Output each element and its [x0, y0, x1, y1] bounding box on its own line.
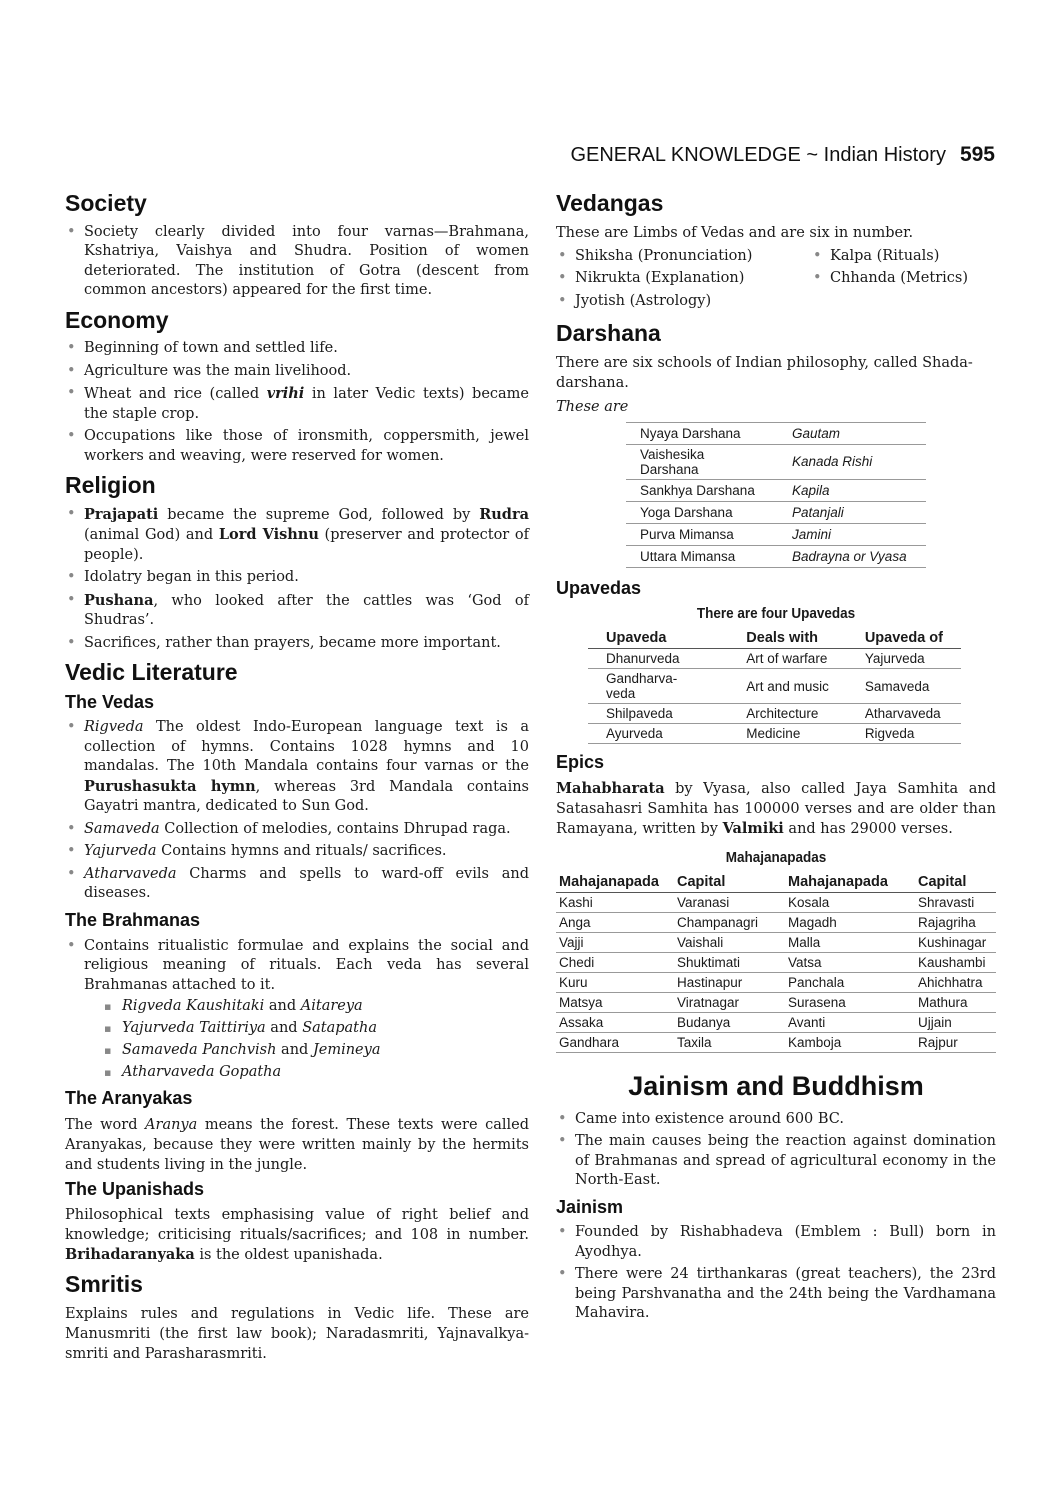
table-cell: Kanada Rishi — [778, 444, 926, 479]
darshana-intro: There are six schools of Indian philosophy, called Shada-darshana. — [556, 354, 973, 391]
term: Aranya — [145, 1116, 198, 1133]
upanishads-heading: The Upanishads — [65, 1178, 205, 1199]
table-cell: Architecture — [728, 704, 847, 724]
table-row — [588, 724, 961, 744]
table-cell: Purva Mimansa — [626, 523, 778, 545]
table-row — [556, 912, 996, 932]
text: The oldest Indo-European language text is a collection of hymns. Contains 1028 hymns and 10 mandalas. The 10th Mandala contains four varnas or the — [84, 719, 529, 775]
table-cell: Kamboja — [785, 1032, 915, 1052]
epics-heading: Epics — [556, 752, 605, 773]
table-row — [556, 952, 996, 972]
list-item: • Society clearly divided into four varnas—Brahmana, Kshatriya, Vaishya and Shudra. Position of women deteriorated. The institution of Gotra (descent from common ancestors) appeared for the first time. — [65, 223, 529, 301]
term: Valmiki — [722, 819, 784, 837]
vedas-list — [65, 718, 529, 904]
table-cell: Dhanurveda — [588, 649, 728, 669]
table-row — [588, 704, 961, 724]
text: Collection of melodies, contains Dhrupad raga. — [159, 820, 511, 837]
list-item — [65, 937, 529, 1083]
table-row — [626, 523, 926, 545]
table-cell: Avanti — [785, 1012, 915, 1032]
list-item — [65, 718, 529, 817]
vedic-literature-section — [65, 659, 529, 1265]
table-cell: Medicine — [728, 724, 847, 744]
table-cell: Kaushambi — [915, 952, 996, 972]
table-cell: Kosala — [785, 892, 915, 912]
list-item — [65, 842, 529, 862]
right-column — [556, 190, 996, 1330]
table-cell: Chedi — [556, 952, 674, 972]
term: Mahabharata — [556, 779, 665, 797]
table-cell: Atharvaveda — [847, 704, 961, 724]
upavedas-table — [588, 628, 961, 744]
text: and has 29000 verses. — [783, 820, 953, 837]
table-cell: Jamini — [778, 523, 926, 545]
term: Purushasukta hymn — [84, 777, 256, 795]
table-header-row — [556, 872, 996, 893]
table-cell: Shravasti — [915, 892, 996, 912]
list-item: • Came into existence around 600 BC. — [556, 1110, 996, 1130]
table-header-row — [588, 628, 961, 649]
table-row — [588, 649, 961, 669]
text: Yajurveda Taittiriya — [122, 1020, 266, 1037]
economy-heading: Economy — [65, 306, 169, 333]
table-cell: Rajpur — [915, 1032, 996, 1052]
vedangas-section — [556, 190, 996, 314]
sub-list-item — [103, 1019, 529, 1038]
table-cell: Gandhara — [556, 1032, 674, 1052]
table-cell: Ahichhatra — [915, 972, 996, 992]
list-item: • Shiksha (Pronunciation) — [556, 247, 811, 267]
upavedas-section — [556, 578, 996, 745]
column-header: Upaveda of — [847, 628, 961, 649]
jainism-buddhism-section — [556, 1071, 996, 1324]
text: Samaveda Panchvish — [122, 1042, 277, 1059]
column-header: Mahajanapada — [556, 872, 674, 893]
aranyakas-text — [65, 1115, 529, 1175]
text: Jemineya — [312, 1042, 381, 1059]
darshana-section — [556, 320, 996, 568]
table-cell: Sankhya Darshana — [626, 479, 778, 501]
list-item: • Founded by Rishabhadeva (Emblem : Bull) born in Ayodhya. — [556, 1223, 996, 1262]
table-cell: Kapila — [778, 479, 926, 501]
list-item: • Agriculture was the main livelihood. — [65, 362, 529, 382]
text: Charms and spells to ward-off evils and diseases. — [84, 865, 529, 902]
economy-list — [65, 339, 529, 466]
table-cell: Art of warfare — [728, 649, 847, 669]
upavedas-heading: Upavedas — [556, 577, 642, 598]
mahajanapadas-table — [556, 872, 996, 1053]
jainism-list — [556, 1223, 996, 1324]
list-item: • Occupations like those of ironsmith, coppersmith, jewel workers and weaving, were reserved for women. — [65, 427, 529, 466]
term: Atharvaveda — [84, 865, 177, 882]
term: Yajurveda — [84, 843, 157, 860]
table-cell: Art and music — [728, 669, 847, 704]
table-row — [626, 479, 926, 501]
upavedas-table-caption: There are four Upavedas — [696, 605, 856, 623]
text: Aitareya — [300, 998, 363, 1015]
table-cell: Patanjali — [778, 501, 926, 523]
mahajanapadas-section — [556, 849, 996, 1053]
term: Samaveda — [84, 820, 160, 837]
table-cell: Magadh — [785, 912, 915, 932]
darshana-heading: Darshana — [556, 320, 661, 347]
table-cell: Anga — [556, 912, 674, 932]
text: and — [265, 1020, 303, 1037]
term: Pushana — [84, 591, 154, 609]
text: The word — [65, 1116, 146, 1133]
list-item — [65, 505, 529, 566]
table-row — [556, 892, 996, 912]
brahmanas-heading: The Brahmanas — [65, 909, 201, 930]
table-row — [556, 1032, 996, 1052]
vedas-heading: The Vedas — [65, 691, 155, 712]
table-cell: Malla — [785, 932, 915, 952]
term: Prajapati — [84, 505, 159, 523]
table-row — [626, 422, 926, 444]
table-cell: Panchala — [785, 972, 915, 992]
table-cell: Surasena — [785, 992, 915, 1012]
table-row — [556, 932, 996, 952]
smritis-section — [65, 1271, 529, 1364]
column-header: Deals with — [728, 628, 847, 649]
text: Satapatha — [302, 1020, 377, 1037]
table-cell: Rigveda — [847, 724, 961, 744]
table-cell: Kashi — [556, 892, 674, 912]
table-cell: Matsya — [556, 992, 674, 1012]
table-cell: Assaka — [556, 1012, 674, 1032]
aranyakas-heading: The Aranyakas — [65, 1088, 193, 1109]
vedangas-list — [556, 247, 996, 315]
text: in later Vedic texts) became the staple crop. — [84, 386, 530, 422]
religion-heading: Religion — [65, 472, 156, 499]
list-item — [65, 865, 529, 904]
table-cell: Mathura — [915, 992, 996, 1012]
table-row — [626, 501, 926, 523]
table-row — [556, 992, 996, 1012]
table-cell: Ujjain — [915, 1012, 996, 1032]
running-head — [570, 143, 995, 167]
text: Atharvaveda Gopatha — [122, 1064, 282, 1081]
religion-list — [65, 505, 529, 654]
table-cell: Ayurveda — [588, 724, 728, 744]
table-cell: Shilpaveda — [588, 704, 728, 724]
sub-list-item — [103, 1041, 529, 1060]
smritis-text: Explains rules and regulations in Vedic life. These are Manusmriti (the first law book); Naradasmriti, Yajnavalkya- smriti and Parasharasmriti. — [65, 1305, 529, 1362]
column-header: Capital — [915, 872, 996, 893]
table-row — [626, 444, 926, 479]
smritis-heading: Smritis — [65, 1271, 143, 1298]
table-row — [626, 545, 926, 567]
running-head-title: GENERAL KNOWLEDGE ~ Indian History — [570, 144, 946, 166]
text: and — [276, 1042, 313, 1059]
mahajanapadas-table-caption: Mahajanapadas — [725, 848, 827, 866]
table-cell: Hastinapur — [674, 972, 785, 992]
table-cell: Shuktimati — [674, 952, 785, 972]
table-cell: Budanya — [674, 1012, 785, 1032]
list-item: • Idolatry began in this period. — [65, 568, 529, 588]
term: Rigveda — [84, 719, 144, 736]
term: Lord Vishnu — [218, 526, 319, 544]
text: Wheat and rice (called — [84, 386, 267, 403]
text: Philosophical texts emphasising value of right belief and knowledge; criticising rituals/sacrifices; and 108 in number. — [65, 1207, 529, 1244]
brahmanas-sublist — [84, 997, 529, 1082]
economy-section — [65, 307, 529, 467]
list-item: • Kalpa (Rituals) — [811, 247, 991, 267]
table-cell: Samaveda — [847, 669, 961, 704]
table-cell: Badrayna or Vyasa — [778, 545, 926, 567]
text: (preserver and protector of people). — [84, 527, 529, 563]
table-row — [556, 972, 996, 992]
jainism-buddhism-heading: Jainism and Buddhism — [628, 1070, 924, 1101]
vedangas-intro: These are Limbs of Vedas and are six in number. — [556, 224, 914, 241]
text: Contains hymns and rituals/ sacrifices. — [156, 843, 447, 860]
term: vrihi — [266, 385, 305, 403]
column-header: Mahajanapada — [785, 872, 915, 893]
text: and — [264, 998, 301, 1015]
left-column — [65, 190, 529, 1370]
table-cell: Rajagriha — [915, 912, 996, 932]
list-item — [65, 384, 529, 424]
table-cell: Champanagri — [674, 912, 785, 932]
list-item: • Jyotish (Astrology) — [556, 292, 811, 312]
religion-section — [65, 472, 529, 653]
table-row — [556, 1012, 996, 1032]
text: , who looked after the cattles was ‘God of Shudras’. — [84, 592, 529, 629]
text: (animal God) and — [84, 527, 219, 544]
text: means the forest. These texts were called Aranyakas, because they were written mainly by the hermits and students living in the jungle. — [65, 1116, 529, 1173]
sub-list-item — [103, 997, 529, 1016]
table-cell: Varanasi — [674, 892, 785, 912]
table-cell: Kushinagar — [915, 932, 996, 952]
text: Contains ritualistic formulae and explains the social and religious meaning of rituals. Each veda has several Brahmanas attached to it. — [84, 937, 529, 993]
table-cell: Viratnagar — [674, 992, 785, 1012]
table-cell: Nyaya Darshana — [626, 422, 778, 444]
table-cell: Yajurveda — [847, 649, 961, 669]
list-item: • There were 24 tirthankaras (great teachers), the 23rd being Parshvanatha and the 24th being the Vardhamana Mahavira. — [556, 1265, 996, 1324]
society-list — [65, 223, 529, 301]
brahmanas-list — [65, 937, 529, 1083]
table-row — [588, 669, 961, 704]
column-header: Capital — [674, 872, 785, 893]
darshana-these-are: These are — [556, 398, 629, 415]
table-cell: Vaishali — [674, 932, 785, 952]
table-cell: Vajji — [556, 932, 674, 952]
table-cell: Kuru — [556, 972, 674, 992]
table-cell: Gandharva- veda — [588, 669, 728, 704]
text: Rigveda Kaushitaki — [122, 998, 265, 1015]
text: , whereas 3rd Mandala contains Gayatri mantra, dedicated to Sun God. — [84, 778, 529, 815]
page-number: 595 — [959, 143, 995, 166]
darshana-table — [626, 422, 926, 568]
vedic-literature-heading: Vedic Literature — [65, 659, 238, 686]
epics-text — [556, 779, 996, 839]
list-item: • Chhanda (Metrics) — [811, 269, 991, 289]
society-heading: Society — [65, 190, 147, 216]
term: Rudra — [479, 505, 529, 523]
table-cell: Yoga Darshana — [626, 501, 778, 523]
sub-list-item — [103, 1063, 529, 1082]
table-cell: Gautam — [778, 422, 926, 444]
epics-section — [556, 752, 996, 839]
column-header: Upaveda — [588, 628, 728, 649]
text: by Vyasa, also called Jaya Samhita and Satasahasri Samhita has 100000 verses and are older than Ramayana, written by — [556, 780, 996, 837]
list-item: • Sacrifices, rather than prayers, became more important. — [65, 634, 529, 654]
table-cell: Vaishesika Darshana — [626, 444, 778, 479]
text: is the oldest upanishada. — [194, 1247, 383, 1264]
vedangas-heading: Vedangas — [556, 190, 664, 216]
list-item: • The main causes being the reaction against domination of Brahmanas and spread of agricultural economy in the North-East. — [556, 1132, 996, 1191]
table-cell: Vatsa — [785, 952, 915, 972]
society-section — [65, 190, 529, 301]
upanishads-text — [65, 1205, 529, 1265]
list-item — [65, 591, 529, 631]
term: Brihadaranyaka — [65, 1246, 195, 1264]
list-item: • Nikrukta (Explanation) — [556, 269, 811, 289]
list-item: • Beginning of town and settled life. — [65, 339, 529, 359]
jainism-buddhism-list — [556, 1110, 996, 1191]
table-cell: Taxila — [674, 1032, 785, 1052]
table-cell: Uttara Mimansa — [626, 545, 778, 567]
jainism-heading: Jainism — [556, 1196, 624, 1217]
text: became the supreme God, followed by — [158, 506, 480, 523]
list-item — [65, 820, 529, 840]
